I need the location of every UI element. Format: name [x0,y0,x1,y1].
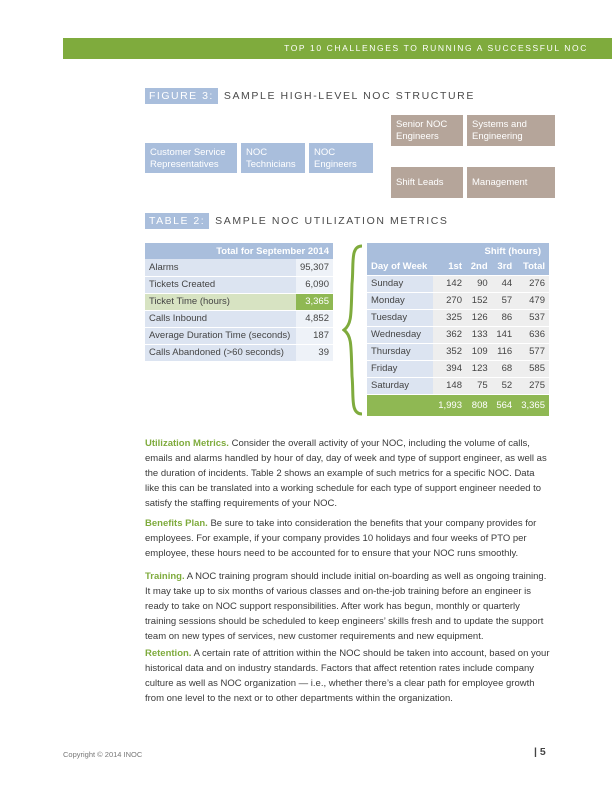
table-row: Calls Inbound 4,852 [145,310,333,327]
box-systems-engineering: Systems and Engineering [467,115,555,146]
section-utilization: Utilization Metrics. Consider the overall activity of your NOC, including the volume of calls, emails and alarms handled by hour of day, day of week and type of support engineer, as well as the duration of incidents. Table 2 shows an example of such metrics for a specific NOC. Data like this can be translated into a working schedule for each type of support engineer needed to satisfy the staffing requirements of your NOC. [145,438,547,509]
metrics-table [145,243,333,362]
table-caption [145,213,449,229]
shift-totals-row: 1,993 808 564 3,365 [367,394,549,416]
table-row: Tickets Created 6,090 [145,276,333,293]
section-benefits: Benefits Plan. Be sure to take into consideration the benefits that your company provides for employees. For example, if your company provides 10 holidays and four weeks of PTO per employee, these hours need to be accounted for to ensure that your NOC runs smoothly. [145,518,537,559]
table-row: Sunday 142 90 44 276 [367,275,549,292]
shift-table [367,243,549,417]
table-row-highlight: Ticket Time (hours) 3,365 [145,293,333,310]
box-noc-engineers: NOC Engineers [309,143,373,173]
table-row: Wednesday 362 133 141 636 [367,326,549,343]
table-row: Tuesday 325 126 86 537 [367,309,549,326]
section-retention: Retention. A certain rate of attrition within the NOC should be taken into account, based on your historical data and on industry standards. Factors that affect retention rates include company culture as well as NOC organization — i.e., whether there’s a clear path for employee growth from one level to the next or to other departments within the organization. [145,648,550,704]
figure-tag: FIGURE 3: [145,88,218,104]
section-training: Training. A NOC training program should include initial on-boarding as well as ongoing training. It may take up to six months of various classes and on-the-job training before an engineer is ready to take on NOC support responsibilities. After work has begun, monthly or quarterly training sessions should be scheduled to keep engineers’ skills fresh and to update the support team on new types of services, new customer requirements and new equipment. [145,571,547,642]
table-title: SAMPLE NOC UTILIZATION METRICS [215,215,449,227]
box-customer-service: Customer Service Representatives [145,143,237,173]
figure-caption [145,88,475,104]
shift-columns: Day of Week 1st 2nd 3rd Total [367,259,549,275]
table-row: Monday 270 152 57 479 [367,292,549,309]
brace-icon [342,244,364,416]
table-row: Friday 394 123 68 585 [367,360,549,377]
table-row: Alarms 95,307 [145,259,333,276]
box-management: Management [467,167,555,198]
box-shift-leads: Shift Leads [391,167,463,198]
table-tag: TABLE 2: [145,213,209,229]
table-row: Saturday 148 75 52 275 [367,377,549,394]
box-senior-noc-engineers: Senior NOC Engineers [391,115,463,146]
table-row: Average Duration Time (seconds) 187 [145,327,333,344]
metrics-header: Total for September 2014 [145,243,333,259]
box-noc-technicians: NOC Technicians [241,143,305,173]
shift-header: Shift (hours) [367,243,549,259]
figure-title: SAMPLE HIGH-LEVEL NOC STRUCTURE [223,90,475,102]
table-row: Thursday 352 109 116 577 [367,343,549,360]
copyright: Copyright © 2014 INOC [63,750,143,759]
running-header: TOP 10 CHALLENGES TO RUNNING A SUCCESSFUL NOC [63,38,612,59]
table-row: Calls Abandoned (>60 seconds) 39 [145,344,333,361]
page-number: | 5 [534,746,546,758]
